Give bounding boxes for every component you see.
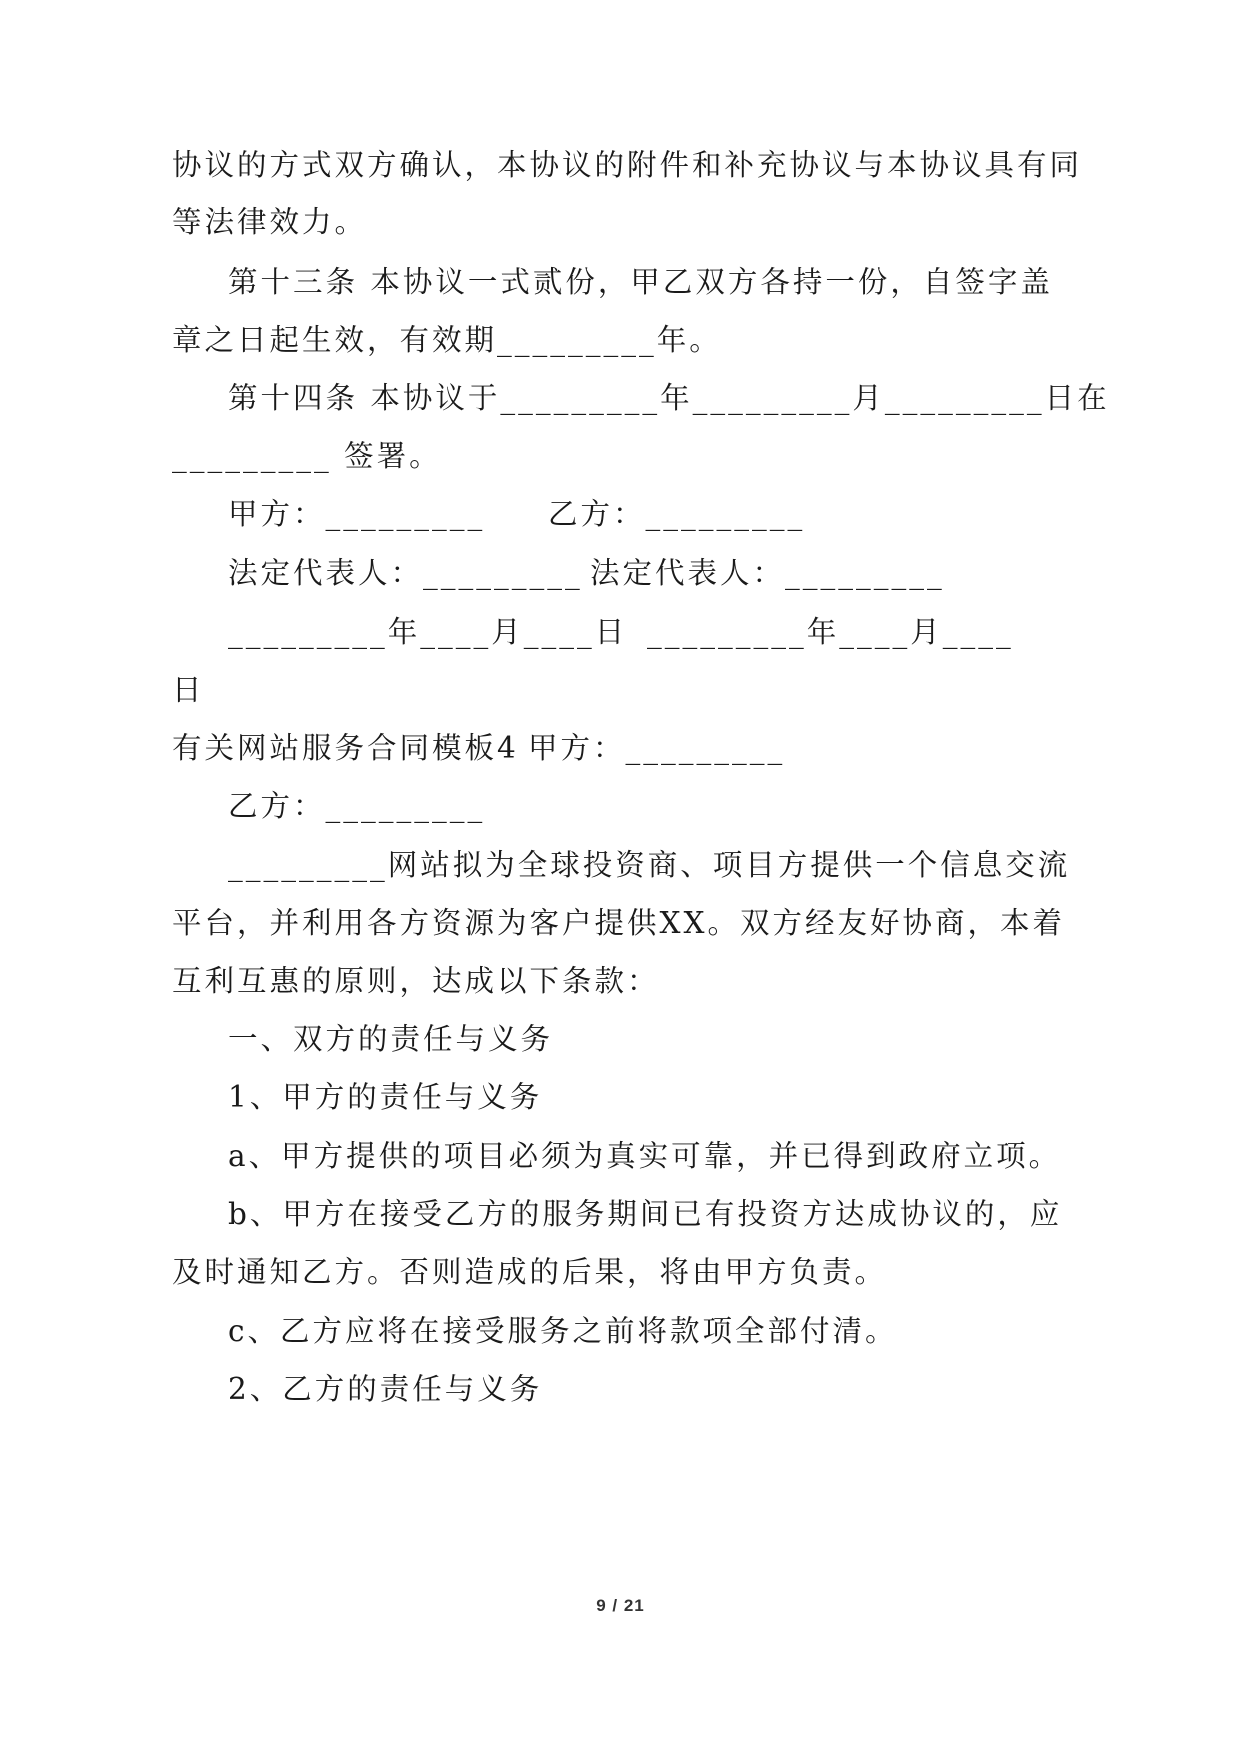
section-heading: 有关网站服务合同模板4 [172,731,519,765]
clause-heading: 一、双方的责任与义务 [228,1022,554,1056]
text-line: _________ 签署。 [172,439,442,473]
party-a-line: 甲方：_________ [528,731,786,765]
text-line: 及时通知乙方。否则造成的后果，将由甲方负责。 [172,1255,888,1289]
text-line: 第十四条 本协议于_________年_________月_________日在 [228,381,1110,415]
text-line: a、甲方提供的项目必须为真实可靠，并已得到政府立项。 [228,1139,1062,1173]
text-line: 互利互惠的原则，达成以下条款： [172,964,660,998]
text-line: 章之日起生效，有效期_________年。 [172,323,722,357]
party-a-date-line: _________年____月____日 [228,615,628,649]
text-line: b、甲方在接受乙方的服务期间已有投资方达成协议的，应 [228,1197,1063,1231]
text-line: 平台，并利用各方资源为客户提供XX。双方经友好协商，本着 [172,906,1066,940]
party-b-line: 乙方：_________ [228,789,486,823]
party-b-date-line: _________年____月____ [647,615,1014,649]
clause-heading: 1、甲方的责任与义务 [228,1080,543,1114]
text-line: 日 [172,673,205,707]
clause-heading: 2、乙方的责任与义务 [228,1372,543,1406]
party-b-signature-line: 乙方：_________ [548,497,806,531]
text-line: _________网站拟为全球投资商、项目方提供一个信息交流 [228,848,1071,882]
party-b-representative-line: 法定代表人：_________ [590,556,945,590]
party-a-signature-line: 甲方：_________ [228,497,486,531]
page-number: 9 / 21 [596,1596,645,1615]
text-line: 第十三条 本协议一式贰份，甲乙双方各持一份，自签字盖 [228,265,1053,299]
text-line: 协议的方式双方确认，本协议的附件和补充协议与本协议具有同 [172,148,1083,182]
party-a-representative-line: 法定代表人：_________ [228,556,583,590]
text-line: 等法律效力。 [172,205,368,239]
text-line: c、乙方应将在接受服务之前将款项全部付清。 [228,1314,898,1348]
